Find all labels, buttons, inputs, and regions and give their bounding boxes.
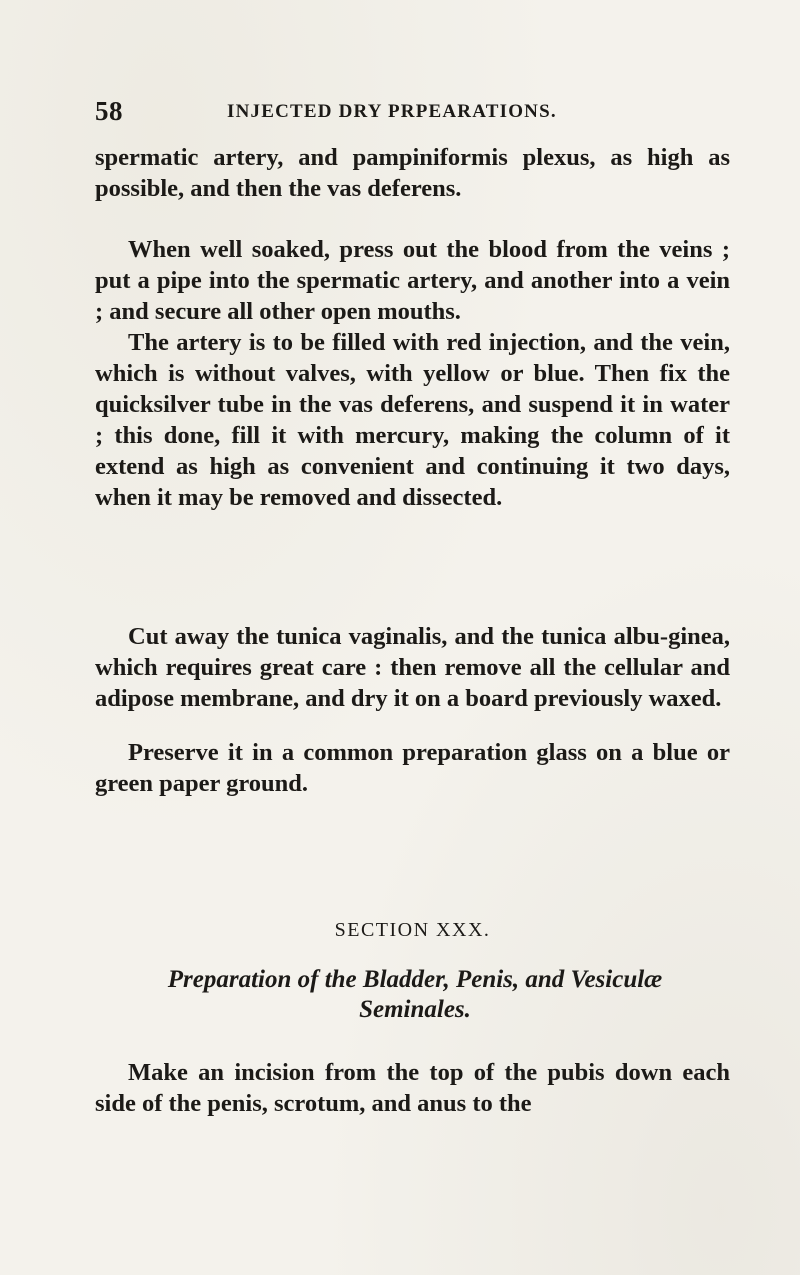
paragraph-press-out-blood: When well soaked, press out the blood from the veins ; put a pipe into the spermatic artery, and another into a vein ; and secure all other open mouths. bbox=[95, 236, 730, 325]
text-block-cut-away bbox=[95, 621, 730, 714]
text-block-incision bbox=[95, 1057, 730, 1119]
paragraph-preserve: Preserve it in a common preparation glass on a blue or green paper ground. bbox=[95, 739, 730, 797]
page-header bbox=[95, 96, 735, 136]
paragraph-fill-artery: The artery is to be filled with red injection, and the vein, which is without valves, with yellow or blue. Then fix the quicksilver tube in the vas deferens, and suspend it in water ; this done, fill it with mercury, making the column of it extend as high as convenient and continuing it two days, when it may be removed and dissected. bbox=[95, 329, 730, 511]
section-heading: SECTION XXX. bbox=[334, 919, 491, 941]
paragraph-continuation: spermatic artery, and pampiniformis plexus, as high as possible, and then the vas deferens. bbox=[95, 144, 730, 202]
section-title-line-2: Seminales. bbox=[359, 996, 471, 1023]
paragraph-cut-away: Cut away the tunica vaginalis, and the tunica albu-ginea, which requires great care : then remove all the cellular and adipose membrane, and dry it on a board previously waxed. bbox=[95, 623, 730, 712]
text-block-injection bbox=[95, 234, 730, 513]
paragraph-incision: Make an incision from the top of the pubis down each side of the penis, scrotum, and anus to the bbox=[95, 1059, 730, 1117]
text-block-preserve bbox=[95, 737, 730, 799]
section-title bbox=[95, 965, 735, 1025]
page-number: 58 bbox=[95, 96, 123, 126]
running-head: INJECTED DRY PRPEARATIONS. bbox=[227, 101, 557, 122]
section-title-line-1: Preparation of the Bladder, Penis, and Vesiculæ bbox=[167, 966, 663, 993]
text-block-continuation bbox=[95, 142, 730, 204]
